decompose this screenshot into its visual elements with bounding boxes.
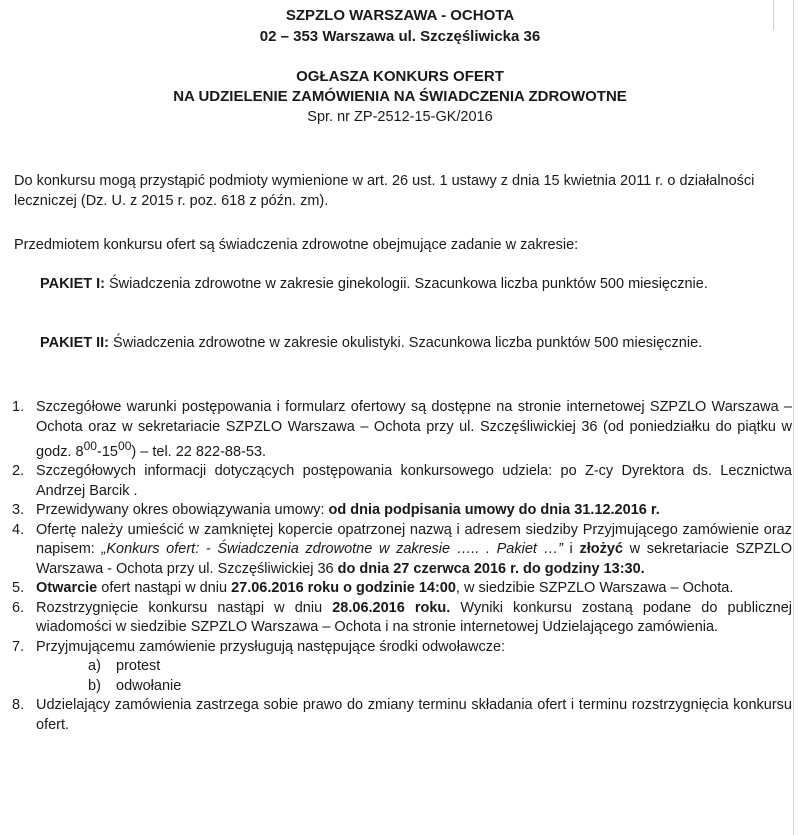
announce-title-line1: OGŁASZA KONKURS OFERT <box>296 68 504 85</box>
package-2 <box>40 334 740 354</box>
list-item-2: 2. Szczegółowych informacji dotyczących postępowania konkursowego udziela: po Z-cy Dyrektora ds. Lecznictwa Andrzej Barcik . <box>12 463 792 499</box>
package-2-text: Świadczenia zdrowotne w zakresie okulistyki. Szacunkowa liczba punktów 500 miesięcznie. <box>109 335 703 351</box>
intro-paragraph: Do konkursu mogą przystąpić podmioty wymienione w art. 26 ust. 1 ustawy z dnia 15 kwietnia 2011 r. o działalności leczniczej (Dz. U. z 2015 r. poz. 618 z późn. zm). <box>14 173 755 209</box>
org-address: 02 – 353 Warszawa ul. Szczęśliwicka 36 <box>259 28 541 45</box>
list-item-6: 6. Rozstrzygnięcie konkursu nastąpi w dniu 28.06.2016 roku. Wyniki konkursu zostaną podane do publicznej wiadomości w siedzibie SZPZLO Warszawa – Ochota i na stronie internetowej Udzielającego zamówienia. <box>12 599 792 636</box>
opening-datetime: 27.06.2016 roku o godzinie 14:00 <box>231 580 456 597</box>
list-item-3: 3. Przewidywany okres obowiązywania umowy: od dnia podpisania umowy do dnia 31.12.2016 r. <box>8 501 792 521</box>
org-name: SZPZLO WARSZAWA - OCHOTA <box>285 7 515 24</box>
list-item-number: 4. <box>12 521 25 538</box>
submission-deadline: do dnia 27 czerwca 2016 r. do godziny 13:30. <box>337 560 645 577</box>
list-item-number: 6. <box>12 599 25 616</box>
conditions-list <box>8 398 792 735</box>
reference-number: Spr. nr ZP-2512-15-GK/2016 <box>307 109 493 125</box>
list-item-4: 4. Ofertę należy umieścić w zamkniętej kopercie opatrzonej nazwą i adresem siedziby Przyjmującego zamówienie oraz napisem: „Konkurs ofert: - Świadczenia zdrowotne w zakresie ….. . Pakiet …” i złożyć w sekretariacie SZPZLO Warszawa - Ochota przy ul. Szczęśliwickiej 36 do dnia 27 czerwca 2016 r. do godziny 13:30. <box>12 521 792 577</box>
sub-item-a: a) protest <box>88 658 161 675</box>
list-item-number: 8. <box>12 697 25 714</box>
sub-item-b: b) odwołanie <box>88 677 182 694</box>
package-2-label: PAKIET II: <box>40 335 110 351</box>
resolution-date: 28.06.2016 roku. <box>332 599 451 616</box>
list-item-8: 8. Udzielający zamówienia zastrzega sobie prawo do zmiany terminu składania ofert i terminu rozstrzygnięcia konkursu ofert. <box>12 697 792 733</box>
contract-period: od dnia podpisania umowy do dnia 31.12.2016 r. <box>328 502 660 519</box>
list-item-5: 5. Otwarcie ofert nastąpi w dniu 27.06.2016 roku o godzinie 14:00, w siedzibie SZPZLO Warszawa – Ochota. <box>8 579 792 599</box>
envelope-label: „Konkurs ofert: - Świadczenia zdrowotne w zakresie ….. . Pakiet …” <box>101 541 563 558</box>
list-item-number: 5. <box>12 580 25 597</box>
list-item-number: 7. <box>12 638 25 655</box>
list-item-number: 3. <box>12 502 25 519</box>
package-1-label: PAKIET I: <box>40 276 105 292</box>
list-item-1: 1. Szczegółowe warunki postępowania i formularz ofertowy są dostępne na stronie internetowej SZPZLO Warszawa – Ochota oraz w sekretariacie SZPZLO Warszawa – Ochota przy ul. Szczęśliwickiej 36 (od poniedziałku do piątku w godz. $8^{00}-15^{00}$) – tel. 22 822-88-53. <box>12 399 792 460</box>
subject-paragraph: Przedmiotem konkursu ofert są świadczenia zdrowotne obejmujące zadanie w zakresie: <box>14 237 579 253</box>
list-item-7: 7. Przyjmującemu zamówienie przysługują następujące środki odwoławcze: a) protest b) odwołanie <box>8 638 792 697</box>
list-item-number: 2. <box>12 463 25 480</box>
package-1 <box>40 275 740 295</box>
announce-title-line2: NA UDZIELENIE ZAMÓWIENIA NA ŚWIADCZENIA ZDROWOTNE <box>173 88 627 105</box>
list-item-number: 1. <box>12 399 25 415</box>
package-1-text: Świadczenia zdrowotne w zakresie ginekologii. Szacunkowa liczba punktów 500 miesięcznie. <box>104 276 708 292</box>
